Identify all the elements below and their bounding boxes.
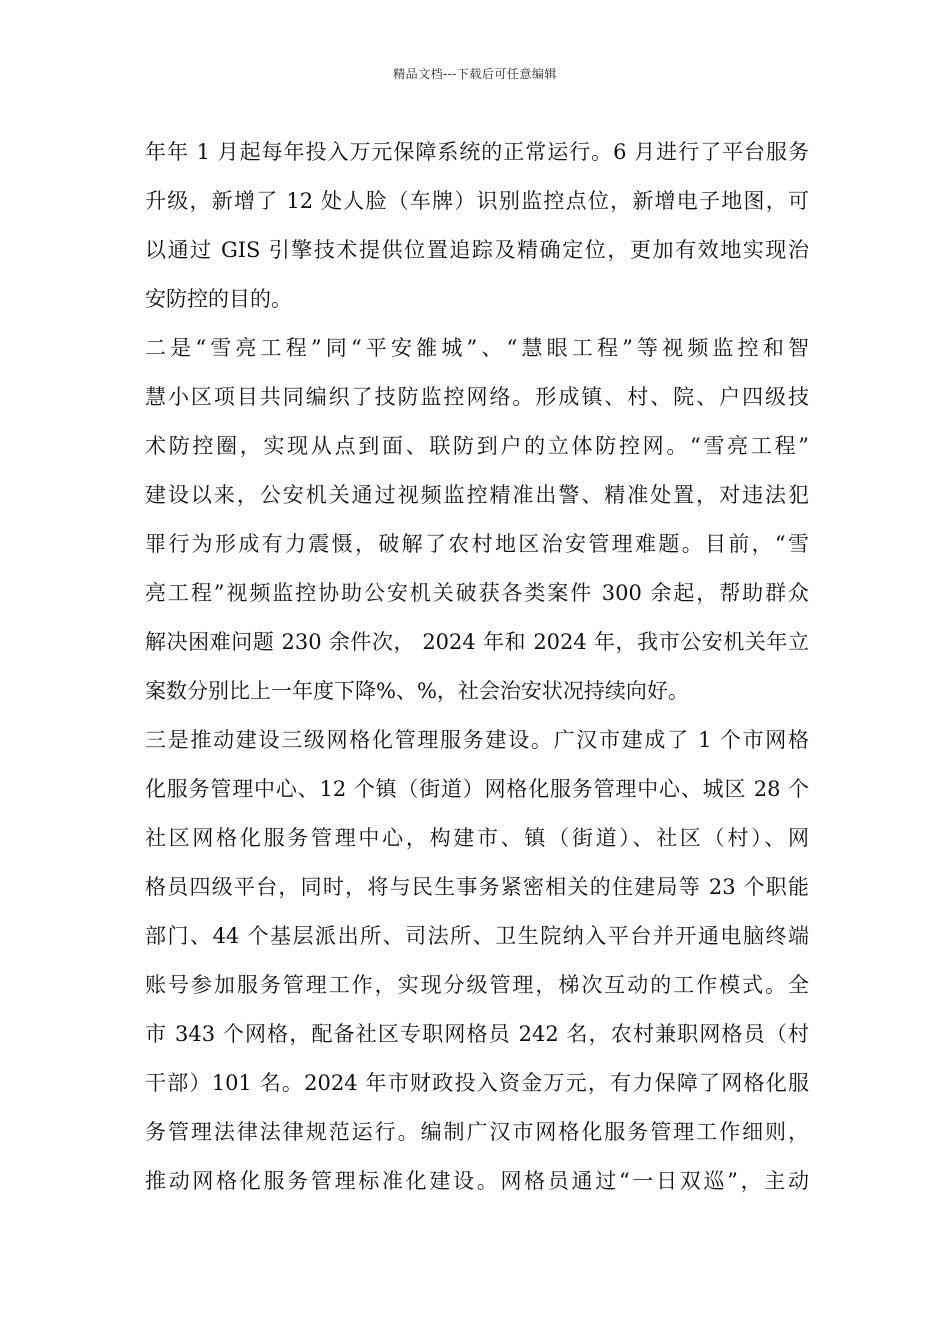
- text-line: 年年 1 月起每年投入万元保障系统的正常运行。6 月进行了平台服务: [145, 140, 809, 164]
- text-line: 三是推动建设三级网格化管理服务建设。广汉市建成了 1 个市网格: [145, 728, 809, 752]
- text-line: 亮工程”视频监控协助公安机关破获各类案件 300 余起，帮助群众: [145, 581, 809, 605]
- text-line: 解决困难问题 230 余件次， 2024 年和 2024 年，我市公安机关年立: [145, 630, 809, 654]
- page-header: 精品文档---下载后可任意编辑: [393, 67, 557, 81]
- text-line: 术防控圈，实现从点到面、联防到户的立体防控网。“雪亮工程”: [145, 434, 809, 458]
- text-line: 二是“雪亮工程”同“平安雒城”、“慧眼工程”等视频监控和智: [145, 336, 809, 360]
- text-line: 案数分别比上一年度下降%、%，社会治安状况持续向好。: [145, 679, 689, 703]
- text-line: 化服务管理中心、12 个镇（街道）网格化服务管理中心、城区 28 个: [145, 777, 809, 801]
- text-line: 推动网格化服务管理标准化建设。网格员通过“一日双巡”，主动: [145, 1169, 809, 1193]
- text-line: 社区网格化服务管理中心，构建市、镇（街道）、社区（村）、网: [145, 826, 809, 850]
- text-line: 干部）101 名。2024 年市财政投入资金万元，有力保障了网格化服: [145, 1071, 809, 1095]
- text-line: 以通过 GIS 引擎技术提供位置追踪及精确定位，更加有效地实现治: [145, 238, 809, 262]
- text-line: 务管理法律法律规范运行。编制广汉市网格化服务管理工作细则，: [145, 1120, 809, 1144]
- text-line: 部门、44 个基层派出所、司法所、卫生院纳入平台并开通电脑终端: [145, 924, 809, 948]
- text-line: 账号参加服务管理工作，实现分级管理，梯次互动的工作模式。全: [145, 973, 809, 997]
- text-line: 市 343 个网格，配备社区专职网格员 242 名，农村兼职网格员（村: [145, 1022, 809, 1046]
- body-text: [145, 128, 809, 1206]
- text-line: 建设以来，公安机关通过视频监控精准出警、精准处置，对违法犯: [145, 483, 809, 507]
- text-line: 格员四级平台，同时，将与民生事务紧密相关的住建局等 23 个职能: [145, 875, 809, 899]
- text-line: 安防控的目的。: [145, 287, 292, 311]
- text-line: 升级，新增了 12 处人脸（车牌）识别监控点位，新增电子地图，可: [145, 189, 809, 213]
- text-line: 慧小区项目共同编织了技防监控网络。形成镇、村、院、户四级技: [145, 385, 809, 409]
- text-line: 罪行为形成有力震慑，破解了农村地区治安管理难题。目前，“雪: [145, 532, 809, 556]
